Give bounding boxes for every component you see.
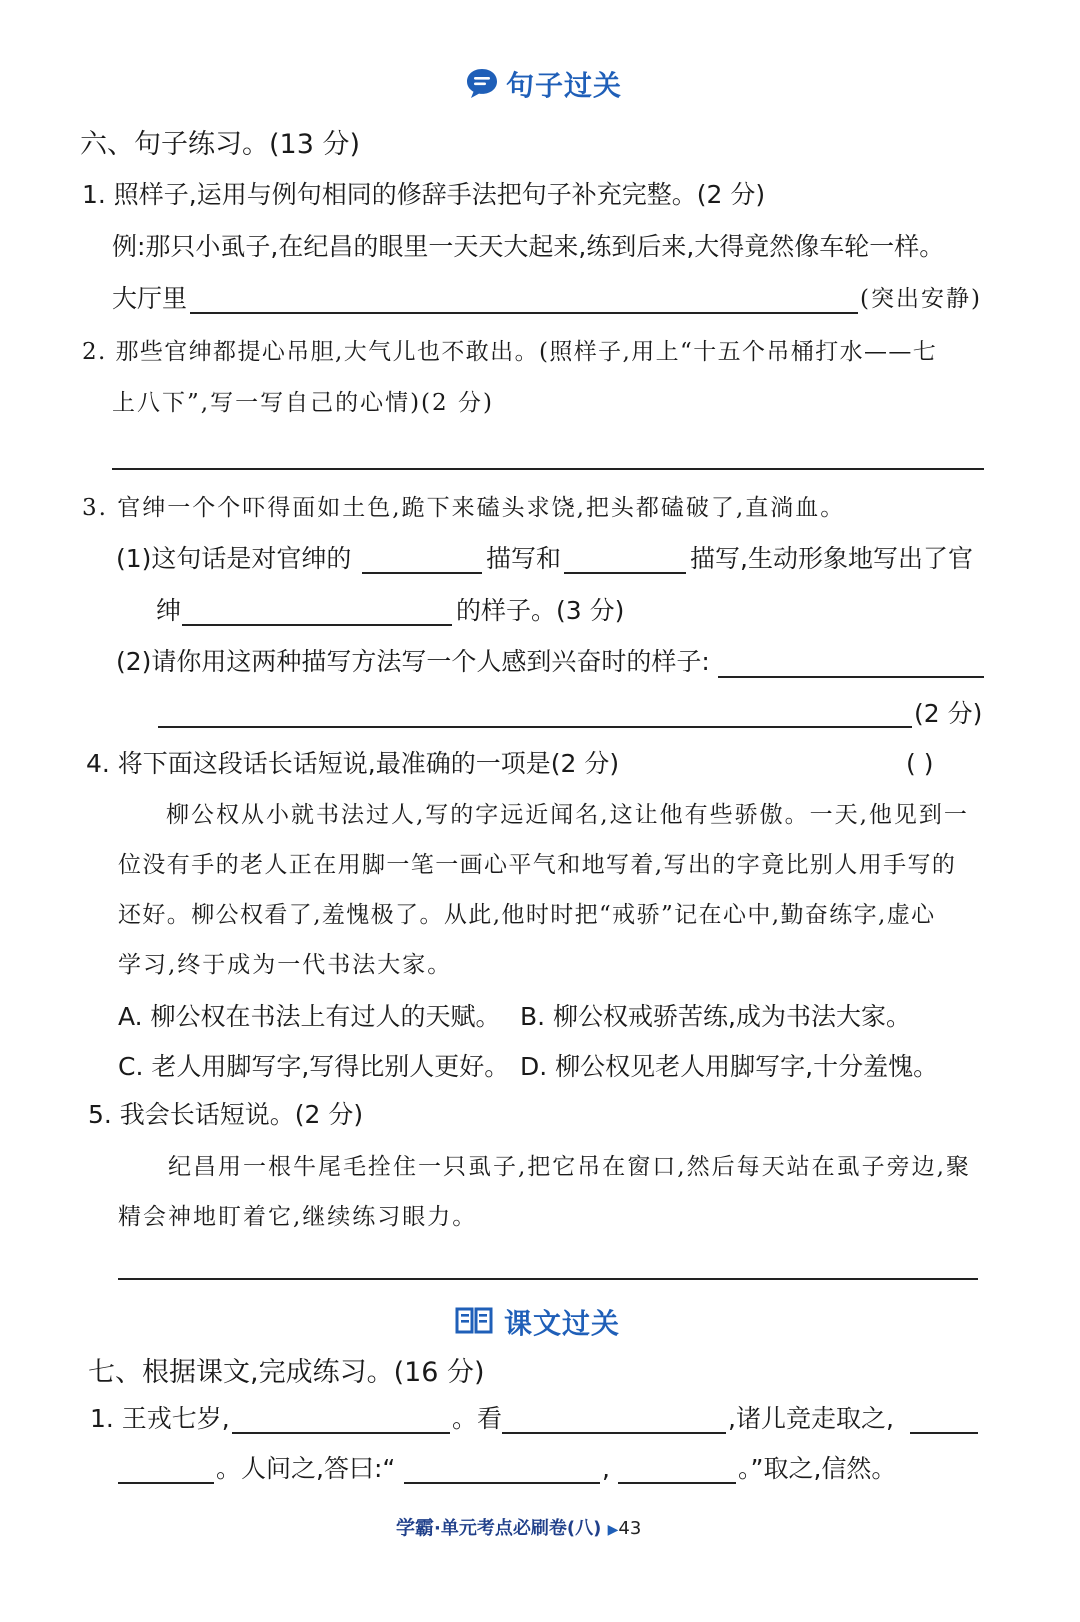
- q3-p1-a: (1)这句话是对官绅的: [116, 544, 352, 573]
- q3-blank-1[interactable]: [362, 572, 482, 574]
- q2-answer-line[interactable]: [112, 468, 984, 470]
- open-book-icon: [455, 1305, 493, 1335]
- s7-q1-d: 。人问之,答曰:“: [216, 1454, 396, 1483]
- page-number: 43: [618, 1518, 642, 1539]
- q3-p2: (2)请你用这两种描写方法写一个人感到兴奋时的样子:: [116, 647, 710, 676]
- section-heading-six: 六、句子练习。(13 分): [80, 129, 361, 160]
- s7-q1-blank-5[interactable]: [618, 1482, 736, 1484]
- q3-p2-line-2[interactable]: [158, 726, 912, 728]
- q1-fill-start: 大厅里: [112, 284, 188, 313]
- q1-answer-line[interactable]: [190, 312, 858, 314]
- s7-q1-blank-3-cont[interactable]: [118, 1482, 214, 1484]
- q1-prompt: 1. 照样子,运用与例句相同的修辞手法把句子补充完整。(2 分): [82, 180, 766, 209]
- q3-blank-3[interactable]: [182, 624, 452, 626]
- page-footer: [396, 1513, 641, 1540]
- footer-series: ·单元考点必刷卷(八): [434, 1518, 602, 1539]
- s7-q1-blank-2[interactable]: [502, 1432, 726, 1434]
- q4-passage-line-1: 柳公权从小就书法过人,写的字远近闻名,这让他有些骄傲。一天,他见到一: [166, 802, 969, 828]
- q5-prompt: 5. 我会长话短说。(2 分): [88, 1100, 364, 1129]
- q4-passage-line-3: 还好。柳公权看了,羞愧极了。从此,他时时把“戒骄”记在心中,勤奋练字,虚心: [118, 902, 936, 928]
- q3-p1-e: 的样子。(3 分): [456, 596, 625, 625]
- q3-p2-score: (2 分): [914, 699, 983, 728]
- s7-q1-blank-1[interactable]: [232, 1432, 450, 1434]
- s7-q1-a: 1. 王戎七岁,: [90, 1404, 230, 1433]
- s7-q1-blank-3[interactable]: [910, 1432, 978, 1434]
- speech-bubble-icon: [465, 66, 499, 100]
- s7-q1-b: 。看: [452, 1404, 503, 1433]
- q3-p1-b: 描写和: [486, 544, 562, 573]
- q5-passage-line-1: 纪昌用一根牛尾毛拴住一只虱子,把它吊在窗口,然后每天站在虱子旁边,聚: [168, 1154, 971, 1180]
- q5-passage-line-2: 精会神地盯着它,继续练习眼力。: [118, 1204, 478, 1230]
- q4-answer-bracket[interactable]: ( ): [906, 749, 934, 778]
- q4-passage-line-4: 学习,终于成为一代书法大家。: [118, 952, 453, 978]
- q3-p1-d: 绅: [156, 596, 182, 625]
- footer-arrow-icon: ▶: [607, 1522, 619, 1538]
- q4-prompt: 4. 将下面这段话长话短说,最准确的一项是(2 分): [86, 749, 620, 778]
- q4-option-c[interactable]: C. 老人用脚写字,写得比别人更好。: [118, 1052, 510, 1081]
- q2-line2: 上八下”,写一写自己的心情)(2 分): [112, 390, 494, 416]
- q3-p2-line-1[interactable]: [718, 676, 984, 678]
- section-heading-seven: 七、根据课文,完成练习。(16 分): [88, 1357, 485, 1388]
- q4-option-d[interactable]: D. 柳公权见老人用脚写字,十分羞愧。: [520, 1052, 939, 1081]
- q1-fill-hint: (突出安静): [860, 286, 982, 312]
- s7-q1-f: 。”取之,信然。: [738, 1454, 897, 1483]
- q4-option-b[interactable]: B. 柳公权戒骄苦练,成为书法大家。: [520, 1002, 911, 1031]
- q4-passage-line-2: 位没有手的老人正在用脚一笔一画心平气和地写着,写出的字竟比别人用手写的: [118, 852, 957, 878]
- q2-line1: 2. 那些官绅都提心吊胆,大气儿也不敢出。(照样子,用上“十五个吊桶打水——七: [82, 339, 938, 365]
- section-title-sentence: 句子过关: [506, 69, 623, 102]
- s7-q1-e: ,: [602, 1454, 610, 1483]
- q1-example: 例:那只小虱子,在纪昌的眼里一天天大起来,练到后来,大得竟然像车轮一样。: [112, 232, 945, 261]
- s7-q1-blank-4[interactable]: [404, 1482, 600, 1484]
- section-title-text: 课文过关: [504, 1307, 621, 1340]
- q3-blank-2[interactable]: [564, 572, 686, 574]
- q3-stem: 3. 官绅一个个吓得面如土色,跪下来磕头求饶,把头都磕破了,直淌血。: [82, 495, 846, 521]
- q5-answer-line[interactable]: [118, 1278, 978, 1280]
- s7-q1-c: ,诸儿竞走取之,: [728, 1404, 894, 1433]
- q4-option-a[interactable]: A. 柳公权在书法上有过人的天赋。: [118, 1002, 501, 1031]
- footer-brand: 学霸: [396, 1517, 435, 1539]
- q3-p1-c: 描写,生动形象地写出了官: [690, 544, 973, 573]
